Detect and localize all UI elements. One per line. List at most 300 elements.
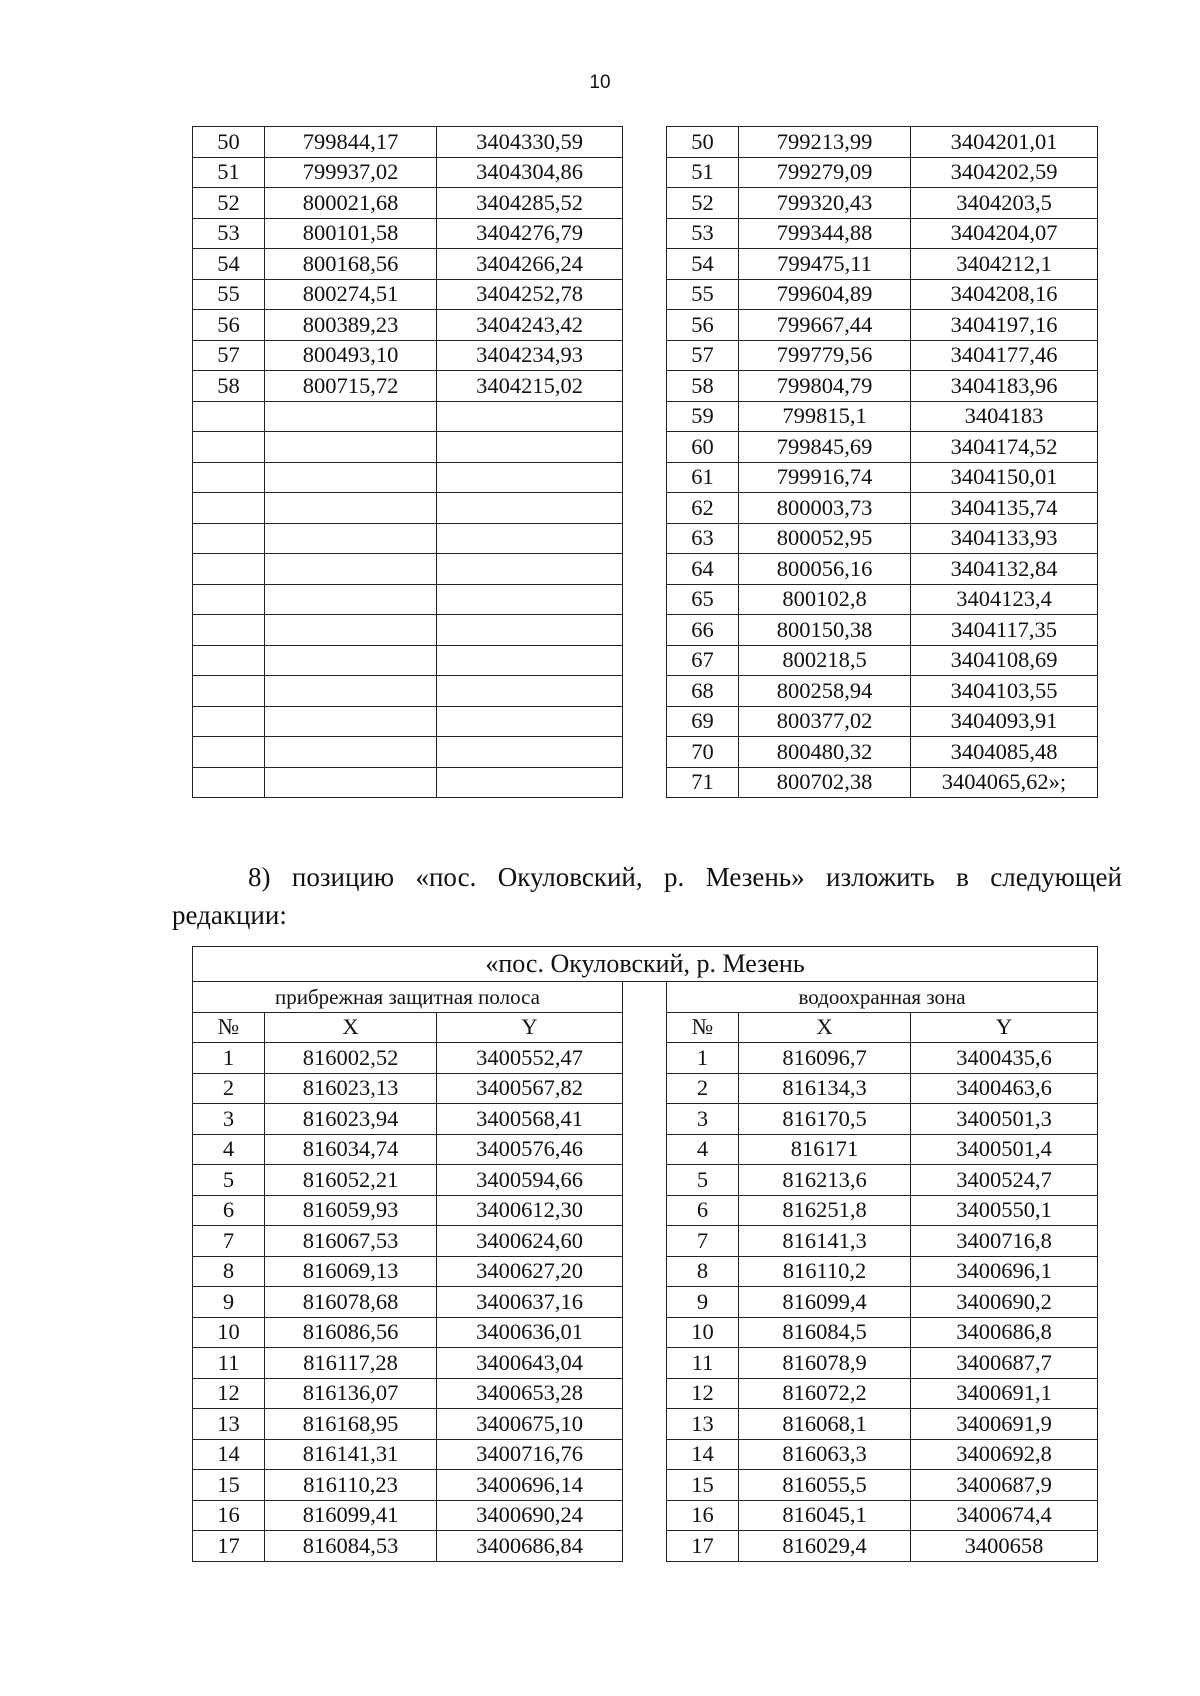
right-coord-y: 3404202,59: [911, 157, 1098, 188]
table-row: [193, 371, 1098, 402]
left-coord-x: [265, 554, 437, 585]
column-gap: [623, 584, 667, 615]
left-point-number: 17: [193, 1531, 265, 1562]
left-coord-y: 3400612,30: [437, 1195, 623, 1226]
left-coord-x: 799937,02: [265, 157, 437, 188]
table-row: [193, 127, 1098, 158]
right-point-number: 58: [667, 371, 739, 402]
right-point-number: 70: [667, 737, 739, 768]
right-point-number: 57: [667, 340, 739, 371]
left-point-number: [193, 737, 265, 768]
left-coord-x: [265, 676, 437, 707]
right-point-number: 54: [667, 249, 739, 280]
table-row: [193, 737, 1098, 768]
left-coord-x: 816034,74: [265, 1134, 437, 1165]
left-point-number: [193, 767, 265, 798]
column-gap: [623, 188, 667, 219]
table-header-row: [193, 1012, 1098, 1043]
left-coord-y: 3400627,20: [437, 1256, 623, 1287]
column-gap: [623, 1134, 667, 1165]
column-gap: [623, 1348, 667, 1379]
coordinates-table-continued: [192, 126, 1098, 798]
right-point-number: 1: [667, 1043, 739, 1074]
table-row: [193, 218, 1098, 249]
right-coord-x: 816171: [739, 1134, 911, 1165]
right-coord-y: 3400716,8: [911, 1226, 1098, 1257]
right-coord-y: 3400691,9: [911, 1409, 1098, 1440]
right-point-number: 62: [667, 493, 739, 524]
right-coord-y: 3404183: [911, 401, 1098, 432]
left-coord-x: 800101,58: [265, 218, 437, 249]
left-coord-x: 816084,53: [265, 1531, 437, 1562]
left-point-number: 9: [193, 1287, 265, 1318]
column-gap: [623, 157, 667, 188]
right-coord-x: 799213,99: [739, 127, 911, 158]
left-point-number: 7: [193, 1226, 265, 1257]
table-row: [193, 249, 1098, 280]
left-point-number: 4: [193, 1134, 265, 1165]
left-point-number: 8: [193, 1256, 265, 1287]
left-coord-x: [265, 401, 437, 432]
table-row: [193, 706, 1098, 737]
table-row: [193, 340, 1098, 371]
right-point-number: 15: [667, 1470, 739, 1501]
left-coord-x: [265, 767, 437, 798]
column-gap: [623, 249, 667, 280]
column-gap: [623, 1043, 667, 1074]
left-point-number: [193, 584, 265, 615]
left-point-number: [193, 615, 265, 646]
table-row: [193, 1165, 1098, 1196]
left-coord-y: 3400624,60: [437, 1226, 623, 1257]
column-gap: [623, 615, 667, 646]
left-coord-y: 3400576,46: [437, 1134, 623, 1165]
left-point-number: 56: [193, 310, 265, 341]
right-point-number: 6: [667, 1195, 739, 1226]
right-coord-x: 800480,32: [739, 737, 911, 768]
right-coord-x: 816213,6: [739, 1165, 911, 1196]
table-row: [193, 432, 1098, 463]
column-gap: [623, 1165, 667, 1196]
right-coord-y: 3404093,91: [911, 706, 1098, 737]
right-point-number: 17: [667, 1531, 739, 1562]
right-coord-y: 3400690,2: [911, 1287, 1098, 1318]
left-point-number: [193, 554, 265, 585]
table-row: [193, 157, 1098, 188]
right-point-number: 69: [667, 706, 739, 737]
left-point-number: [193, 432, 265, 463]
left-coord-y: 3400567,82: [437, 1073, 623, 1104]
left-coord-y: 3404243,42: [437, 310, 623, 341]
right-point-number: 55: [667, 279, 739, 310]
right-coord-x: 816134,3: [739, 1073, 911, 1104]
column-gap: [623, 1500, 667, 1531]
left-coord-x: 816023,94: [265, 1104, 437, 1135]
left-coord-y: 3404234,93: [437, 340, 623, 371]
table-row: [193, 1195, 1098, 1226]
right-point-number: 11: [667, 1348, 739, 1379]
left-point-number: [193, 493, 265, 524]
right-coord-y: 3404204,07: [911, 218, 1098, 249]
right-coord-x: 816063,3: [739, 1439, 911, 1470]
right-point-number: 53: [667, 218, 739, 249]
left-coord-x: [265, 645, 437, 676]
left-coord-x: 800715,72: [265, 371, 437, 402]
column-gap: [623, 523, 667, 554]
right-point-number: 50: [667, 127, 739, 158]
right-coord-y: 3404201,01: [911, 127, 1098, 158]
left-coord-y: [437, 523, 623, 554]
right-coord-y: 3400687,9: [911, 1470, 1098, 1501]
right-coord-x: 799845,69: [739, 432, 911, 463]
column-gap: [623, 1073, 667, 1104]
right-coord-x: 799475,11: [739, 249, 911, 280]
column-gap: [623, 1470, 667, 1501]
right-point-number: 2: [667, 1073, 739, 1104]
table-row: [193, 310, 1098, 341]
left-point-number: 52: [193, 188, 265, 219]
right-point-number: 67: [667, 645, 739, 676]
left-coord-y: 3400696,14: [437, 1470, 623, 1501]
amendment-line-1: 8) позицию «пос. Окуловский, р. Мезень» изложить в следующей: [248, 862, 1122, 892]
left-point-number: 13: [193, 1409, 265, 1440]
right-coord-y: 3404065,62»;: [911, 767, 1098, 798]
amendment-paragraph: [172, 858, 1122, 934]
table-row: [193, 584, 1098, 615]
left-coord-x: [265, 432, 437, 463]
left-coord-x: 816067,53: [265, 1226, 437, 1257]
column-gap: [623, 462, 667, 493]
table-row: [193, 1500, 1098, 1531]
column-gap: [623, 982, 667, 1013]
left-point-number: 54: [193, 249, 265, 280]
left-coord-x: [265, 523, 437, 554]
left-point-number: 16: [193, 1500, 265, 1531]
right-coord-x: 816099,4: [739, 1287, 911, 1318]
column-gap: [623, 676, 667, 707]
right-coord-x: 800150,38: [739, 615, 911, 646]
left-coord-x: 800168,56: [265, 249, 437, 280]
right-coord-y: 3400435,6: [911, 1043, 1098, 1074]
left-coord-y: [437, 584, 623, 615]
column-gap: [623, 1256, 667, 1287]
left-coord-y: 3400637,16: [437, 1287, 623, 1318]
column-gap: [623, 401, 667, 432]
table-row: [193, 279, 1098, 310]
left-point-number: 15: [193, 1470, 265, 1501]
right-coord-x: 800052,95: [739, 523, 911, 554]
left-point-number: [193, 462, 265, 493]
right-coord-x: 800218,5: [739, 645, 911, 676]
right-coord-y: 3404197,16: [911, 310, 1098, 341]
left-coord-x: 816117,28: [265, 1348, 437, 1379]
right-coord-y: 3400463,6: [911, 1073, 1098, 1104]
table-row: [193, 462, 1098, 493]
left-coord-x: 816069,13: [265, 1256, 437, 1287]
right-coord-y: 3404103,55: [911, 676, 1098, 707]
right-coord-x: 799815,1: [739, 401, 911, 432]
left-coord-y: 3400636,01: [437, 1317, 623, 1348]
left-coord-x: 816002,52: [265, 1043, 437, 1074]
left-coord-y: 3400643,04: [437, 1348, 623, 1379]
left-coord-x: [265, 737, 437, 768]
left-coord-y: [437, 767, 623, 798]
coastal-protective-strip-heading: прибрежная защитная полоса: [193, 982, 623, 1013]
left-coord-y: [437, 615, 623, 646]
col-header-y: Y: [911, 1012, 1098, 1043]
coordinates-table-body: [193, 127, 1098, 798]
right-coord-x: 799604,89: [739, 279, 911, 310]
left-coord-x: 800274,51: [265, 279, 437, 310]
left-coord-x: 816141,31: [265, 1439, 437, 1470]
column-gap: [623, 432, 667, 463]
right-coord-y: 3400658: [911, 1531, 1098, 1562]
left-coord-y: 3404276,79: [437, 218, 623, 249]
amendment-line-2: редакции:: [172, 900, 287, 930]
column-gap: [623, 1378, 667, 1409]
table-row: [193, 1226, 1098, 1257]
left-coord-x: 816099,41: [265, 1500, 437, 1531]
left-coord-y: 3404304,86: [437, 157, 623, 188]
left-point-number: 1: [193, 1043, 265, 1074]
right-coord-y: 3404208,16: [911, 279, 1098, 310]
left-point-number: 14: [193, 1439, 265, 1470]
right-coord-x: 800702,38: [739, 767, 911, 798]
column-gap: [623, 1104, 667, 1135]
left-coord-x: [265, 615, 437, 646]
left-coord-y: 3400686,84: [437, 1531, 623, 1562]
right-coord-y: 3400550,1: [911, 1195, 1098, 1226]
right-point-number: 63: [667, 523, 739, 554]
right-coord-y: 3400692,8: [911, 1439, 1098, 1470]
left-point-number: 5: [193, 1165, 265, 1196]
table-row: [193, 676, 1098, 707]
right-coord-y: 3400524,7: [911, 1165, 1098, 1196]
left-coord-y: 3404330,59: [437, 127, 623, 158]
right-coord-y: 3400501,3: [911, 1104, 1098, 1135]
right-coord-x: 799779,56: [739, 340, 911, 371]
left-point-number: 10: [193, 1317, 265, 1348]
left-coord-x: 816052,21: [265, 1165, 437, 1196]
right-coord-y: 3404174,52: [911, 432, 1098, 463]
table-row: [193, 645, 1098, 676]
left-point-number: 55: [193, 279, 265, 310]
column-gap: [623, 218, 667, 249]
right-coord-x: 816251,8: [739, 1195, 911, 1226]
table-row: [193, 1134, 1098, 1165]
right-coord-x: 816045,1: [739, 1500, 911, 1531]
right-coord-y: 3400501,4: [911, 1134, 1098, 1165]
left-point-number: 11: [193, 1348, 265, 1379]
left-coord-y: 3404266,24: [437, 249, 623, 280]
left-coord-x: 800493,10: [265, 340, 437, 371]
water-protection-zone-heading: водоохранная зона: [667, 982, 1098, 1013]
right-point-number: 65: [667, 584, 739, 615]
left-coord-y: 3400716,76: [437, 1439, 623, 1470]
left-coord-x: 816059,93: [265, 1195, 437, 1226]
right-coord-x: 816055,5: [739, 1470, 911, 1501]
right-coord-x: 800003,73: [739, 493, 911, 524]
left-point-number: 50: [193, 127, 265, 158]
right-point-number: 9: [667, 1287, 739, 1318]
left-coord-x: 800021,68: [265, 188, 437, 219]
left-point-number: [193, 706, 265, 737]
left-coord-y: [437, 554, 623, 585]
okulovsky-coordinates-table: [192, 946, 1098, 1562]
right-coord-x: 799916,74: [739, 462, 911, 493]
left-coord-y: [437, 676, 623, 707]
right-coord-x: 799804,79: [739, 371, 911, 402]
right-coord-x: 799667,44: [739, 310, 911, 341]
right-coord-y: 3400686,8: [911, 1317, 1098, 1348]
column-gap: [623, 706, 667, 737]
right-point-number: 16: [667, 1500, 739, 1531]
right-point-number: 61: [667, 462, 739, 493]
table-row: [193, 615, 1098, 646]
page-number: 10: [589, 72, 611, 93]
left-coord-y: [437, 645, 623, 676]
right-coord-y: 3400696,1: [911, 1256, 1098, 1287]
left-coord-y: 3400675,10: [437, 1409, 623, 1440]
table-row: [193, 1470, 1098, 1501]
right-coord-y: 3404117,35: [911, 615, 1098, 646]
col-header-y: Y: [437, 1012, 623, 1043]
table-row: [193, 1439, 1098, 1470]
right-coord-y: 3404177,46: [911, 340, 1098, 371]
right-point-number: 59: [667, 401, 739, 432]
table-row: [193, 1409, 1098, 1440]
right-point-number: 60: [667, 432, 739, 463]
column-gap: [623, 493, 667, 524]
right-point-number: 56: [667, 310, 739, 341]
left-point-number: [193, 401, 265, 432]
right-coord-x: 816141,3: [739, 1226, 911, 1257]
column-gap: [623, 1317, 667, 1348]
column-gap: [623, 1287, 667, 1318]
column-gap: [623, 127, 667, 158]
left-point-number: 51: [193, 157, 265, 188]
right-coord-x: 816110,2: [739, 1256, 911, 1287]
right-point-number: 68: [667, 676, 739, 707]
column-gap: [623, 1409, 667, 1440]
right-point-number: 52: [667, 188, 739, 219]
right-coord-y: 3404135,74: [911, 493, 1098, 524]
left-point-number: 58: [193, 371, 265, 402]
column-gap: [623, 340, 667, 371]
right-coord-y: 3404133,93: [911, 523, 1098, 554]
right-coord-x: 816068,1: [739, 1409, 911, 1440]
right-coord-y: 3404132,84: [911, 554, 1098, 585]
left-coord-x: 816086,56: [265, 1317, 437, 1348]
left-coord-y: [437, 493, 623, 524]
left-coord-y: 3400594,66: [437, 1165, 623, 1196]
col-header-number: №: [193, 1012, 265, 1043]
right-coord-x: 800258,94: [739, 676, 911, 707]
right-point-number: 3: [667, 1104, 739, 1135]
right-point-number: 14: [667, 1439, 739, 1470]
left-point-number: 53: [193, 218, 265, 249]
right-coord-y: 3404150,01: [911, 462, 1098, 493]
table-section-row: [193, 982, 1098, 1013]
right-point-number: 4: [667, 1134, 739, 1165]
right-coord-y: 3404203,5: [911, 188, 1098, 219]
column-gap: [623, 371, 667, 402]
right-point-number: 10: [667, 1317, 739, 1348]
table-row: [193, 1043, 1098, 1074]
right-coord-x: 800377,02: [739, 706, 911, 737]
table-row: [193, 1104, 1098, 1135]
column-gap: [623, 279, 667, 310]
right-coord-y: 3400687,7: [911, 1348, 1098, 1379]
table-row: [193, 1348, 1098, 1379]
right-coord-x: 816170,5: [739, 1104, 911, 1135]
left-coord-y: [437, 462, 623, 493]
table-row: [193, 554, 1098, 585]
right-point-number: 66: [667, 615, 739, 646]
right-coord-y: 3400674,4: [911, 1500, 1098, 1531]
left-point-number: 6: [193, 1195, 265, 1226]
right-coord-x: 816084,5: [739, 1317, 911, 1348]
right-coord-x: 816029,4: [739, 1531, 911, 1562]
right-point-number: 12: [667, 1378, 739, 1409]
right-coord-y: 3400691,1: [911, 1378, 1098, 1409]
left-coord-y: 3404252,78: [437, 279, 623, 310]
left-coord-x: [265, 706, 437, 737]
right-coord-x: 799344,88: [739, 218, 911, 249]
left-coord-y: 3404285,52: [437, 188, 623, 219]
left-coord-y: [437, 401, 623, 432]
right-coord-x: 816078,9: [739, 1348, 911, 1379]
left-coord-y: 3400653,28: [437, 1378, 623, 1409]
left-coord-y: [437, 706, 623, 737]
right-coord-y: 3404085,48: [911, 737, 1098, 768]
left-point-number: 12: [193, 1378, 265, 1409]
table-row: [193, 1378, 1098, 1409]
left-coord-y: [437, 432, 623, 463]
table-title-row: [193, 947, 1098, 982]
table-row: [193, 1317, 1098, 1348]
right-coord-x: 800056,16: [739, 554, 911, 585]
left-point-number: 3: [193, 1104, 265, 1135]
col-header-x: X: [739, 1012, 911, 1043]
column-gap: [623, 310, 667, 341]
table-title: «пос. Окуловский, р. Мезень: [193, 947, 1098, 982]
table-row: [193, 1287, 1098, 1318]
col-header-x: X: [265, 1012, 437, 1043]
left-coord-y: 3400690,24: [437, 1500, 623, 1531]
right-coord-x: 799320,43: [739, 188, 911, 219]
column-gap: [623, 1012, 667, 1043]
right-coord-x: 800102,8: [739, 584, 911, 615]
right-coord-y: 3404212,1: [911, 249, 1098, 280]
right-coord-x: 816096,7: [739, 1043, 911, 1074]
right-point-number: 7: [667, 1226, 739, 1257]
right-coord-x: 816072,2: [739, 1378, 911, 1409]
right-coord-y: 3404183,96: [911, 371, 1098, 402]
right-coord-y: 3404123,4: [911, 584, 1098, 615]
left-coord-x: 799844,17: [265, 127, 437, 158]
table-row: [193, 523, 1098, 554]
left-coord-x: [265, 584, 437, 615]
left-coord-x: 816110,23: [265, 1470, 437, 1501]
column-gap: [623, 767, 667, 798]
column-gap: [623, 1226, 667, 1257]
right-point-number: 8: [667, 1256, 739, 1287]
right-point-number: 5: [667, 1165, 739, 1196]
right-point-number: 71: [667, 767, 739, 798]
left-coord-x: [265, 493, 437, 524]
column-gap: [623, 645, 667, 676]
